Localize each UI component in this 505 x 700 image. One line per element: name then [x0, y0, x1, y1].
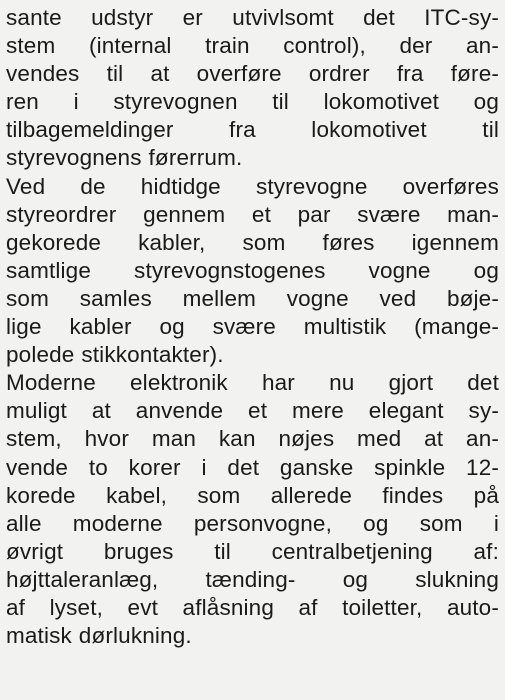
- text-line: Ved de hidtidge styrevogne overføres: [6, 173, 499, 199]
- text-line: muligt at anvende et mere elegant sy-: [6, 398, 499, 424]
- text-line: vende to korer i det ganske spinkle 12-: [6, 454, 499, 480]
- text-line: Moderne elektronik har nu gjort det: [6, 370, 499, 396]
- article-column: [6, 4, 499, 650]
- text-line: stem (internal train control), der an-: [6, 33, 499, 59]
- paragraph-cables: [6, 173, 499, 370]
- text-line: lige kabler og svære multistik (mange-: [6, 314, 499, 340]
- text-line: alle moderne personvogne, og som i: [6, 510, 499, 536]
- text-line: af lyset, evt aflåsning af toiletter, auto-: [6, 594, 499, 620]
- text-line: styreordrer gennem et par svære man-: [6, 201, 499, 227]
- text-line: matisk dørlukning.: [6, 623, 192, 649]
- text-line: gekorede kabler, som føres igennem: [6, 229, 499, 255]
- text-line: som samles mellem vogne ved bøje-: [6, 285, 499, 311]
- text-line: sante udstyr er utvivlsomt det ITC-sy-: [6, 5, 499, 30]
- text-line: polede stikkontakter).: [6, 342, 224, 368]
- text-line: korede kabel, som allerede findes på: [6, 482, 499, 508]
- text-line: øvrigt bruges til centralbetjening af:: [6, 538, 499, 564]
- text-line: vendes til at overføre ordrer fra føre-: [6, 61, 499, 87]
- text-line: tilbagemeldinger fra lokomotivet til: [6, 117, 499, 143]
- text-line: styrevognens førerrum.: [6, 145, 243, 171]
- text-line: ren i styrevognen til lokomotivet og: [6, 89, 499, 115]
- paragraph-itc-system: [6, 4, 499, 173]
- text-line: højttaleranlæg, tænding- og slukning: [6, 566, 499, 592]
- text-line: samtlige styrevognstogenes vogne og: [6, 257, 499, 283]
- paragraph-electronics: [6, 369, 499, 650]
- text-line: stem, hvor man kan nøjes med at an-: [6, 426, 499, 452]
